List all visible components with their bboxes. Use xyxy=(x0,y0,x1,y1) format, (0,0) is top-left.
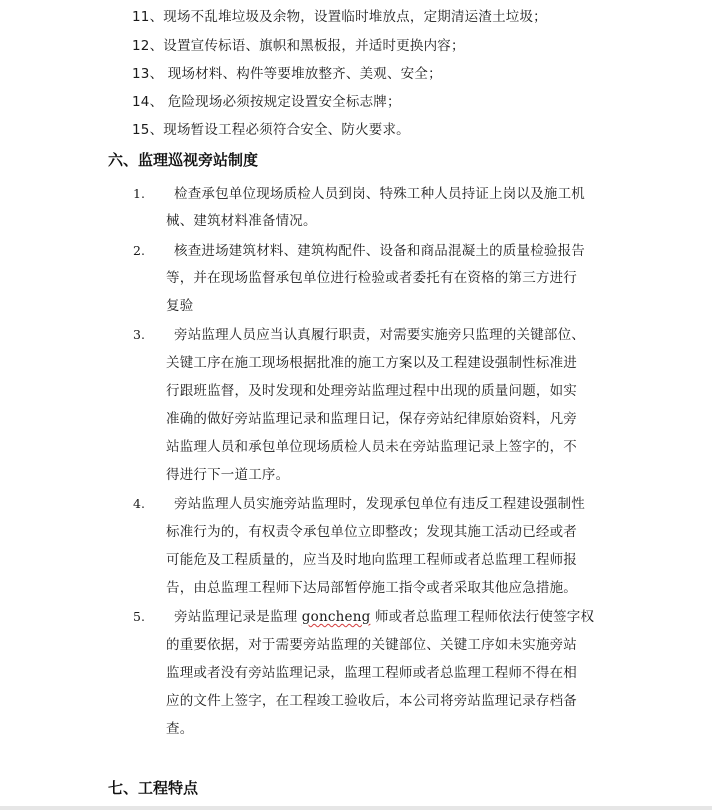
section-heading: 六、监理巡视旁站制度 xyxy=(108,151,259,169)
paragraph-line: 复验 xyxy=(166,298,194,314)
item-number: 4. xyxy=(133,496,145,511)
page-bottom-edge xyxy=(0,806,712,810)
text-run: 师或者总监理工程师依法行使签字权 xyxy=(370,609,595,625)
paragraph-line: 准确的做好旁站监理记录和监理日记，保存旁站纪律原始资料，凡旁 xyxy=(166,411,577,427)
list-item: 14、 危险现场必须按规定设置安全标志牌； xyxy=(132,94,401,110)
paragraph-line: 标准行为的，有权责令承包单位立即整改；发现其施工活动已经或者 xyxy=(166,524,577,540)
paragraph-line: 的重要依据，对于需要旁站监理的关键部位、关键工序如未实施旁站 xyxy=(166,637,577,653)
paragraph-line: 查。 xyxy=(166,721,194,737)
item-number: 5. xyxy=(133,609,145,624)
item-number: 2. xyxy=(133,243,145,258)
paragraph-line: 监理或者没有旁站监理记录，监理工程师或者总监理工程师不得在相 xyxy=(166,665,577,681)
text-run: 旁站监理记录是监理 xyxy=(174,609,302,625)
item-number: 1. xyxy=(133,186,145,201)
paragraph-line: 站监理人员和承包单位现场质检人员未在旁站监理记录上签字的，不 xyxy=(166,439,577,455)
paragraph-line: 行跟班监督，及时发现和处理旁站监理过程中出现的质量问题，如实 xyxy=(166,383,577,399)
misspelled-word[interactable]: goncheng xyxy=(301,609,371,625)
list-item: 11、现场不乱堆垃圾及余物，设置临时堆放点，定期清运渣土垃圾； xyxy=(132,9,547,25)
paragraph-line: 核查进场建筑材料、建筑构配件、设备和商品混凝土的质量检验报告 xyxy=(174,243,585,259)
item-number: 3. xyxy=(133,327,145,342)
paragraph-line: 械、建筑材料准备情况。 xyxy=(166,213,317,229)
paragraph-line: 旁站监理人员实施旁站监理时，发现承包单位有违反工程建设强制性 xyxy=(174,496,585,512)
list-item: 13、 现场材料、构件等要堆放整齐、美观、安全； xyxy=(132,66,442,82)
paragraph-line: 告，由总监理工程师下达局部暂停施工指令或者采取其他应急措施。 xyxy=(166,580,577,596)
paragraph-line: 关键工序在施工现场根据批准的施工方案以及工程建设强制性标准进 xyxy=(166,355,577,371)
section-heading: 七、工程特点 xyxy=(108,779,199,797)
list-item: 15、现场暂设工程必须符合安全、防火要求。 xyxy=(132,122,410,138)
list-item: 12、设置宣传标语、旗帜和黑板报，并适时更换内容； xyxy=(132,38,465,54)
paragraph-line: 可能危及工程质量的，应当及时地向监理工程师或者总监理工程师报 xyxy=(166,552,577,568)
paragraph-line: 旁站监理人员应当认真履行职责，对需要实施旁只监理的关键部位、 xyxy=(174,327,585,343)
paragraph-line: 检查承包单位现场质检人员到岗、特殊工种人员持证上岗以及施工机 xyxy=(174,186,585,202)
paragraph-line: 应的文件上签字，在工程竣工验收后，本公司将旁站监理记录存档备 xyxy=(166,693,577,709)
paragraph-line: 得进行下一道工序。 xyxy=(166,467,290,483)
paragraph-line xyxy=(174,609,594,625)
paragraph-line: 等，并在现场监督承包单位进行检验或者委托有在资格的第三方进行 xyxy=(166,270,577,286)
